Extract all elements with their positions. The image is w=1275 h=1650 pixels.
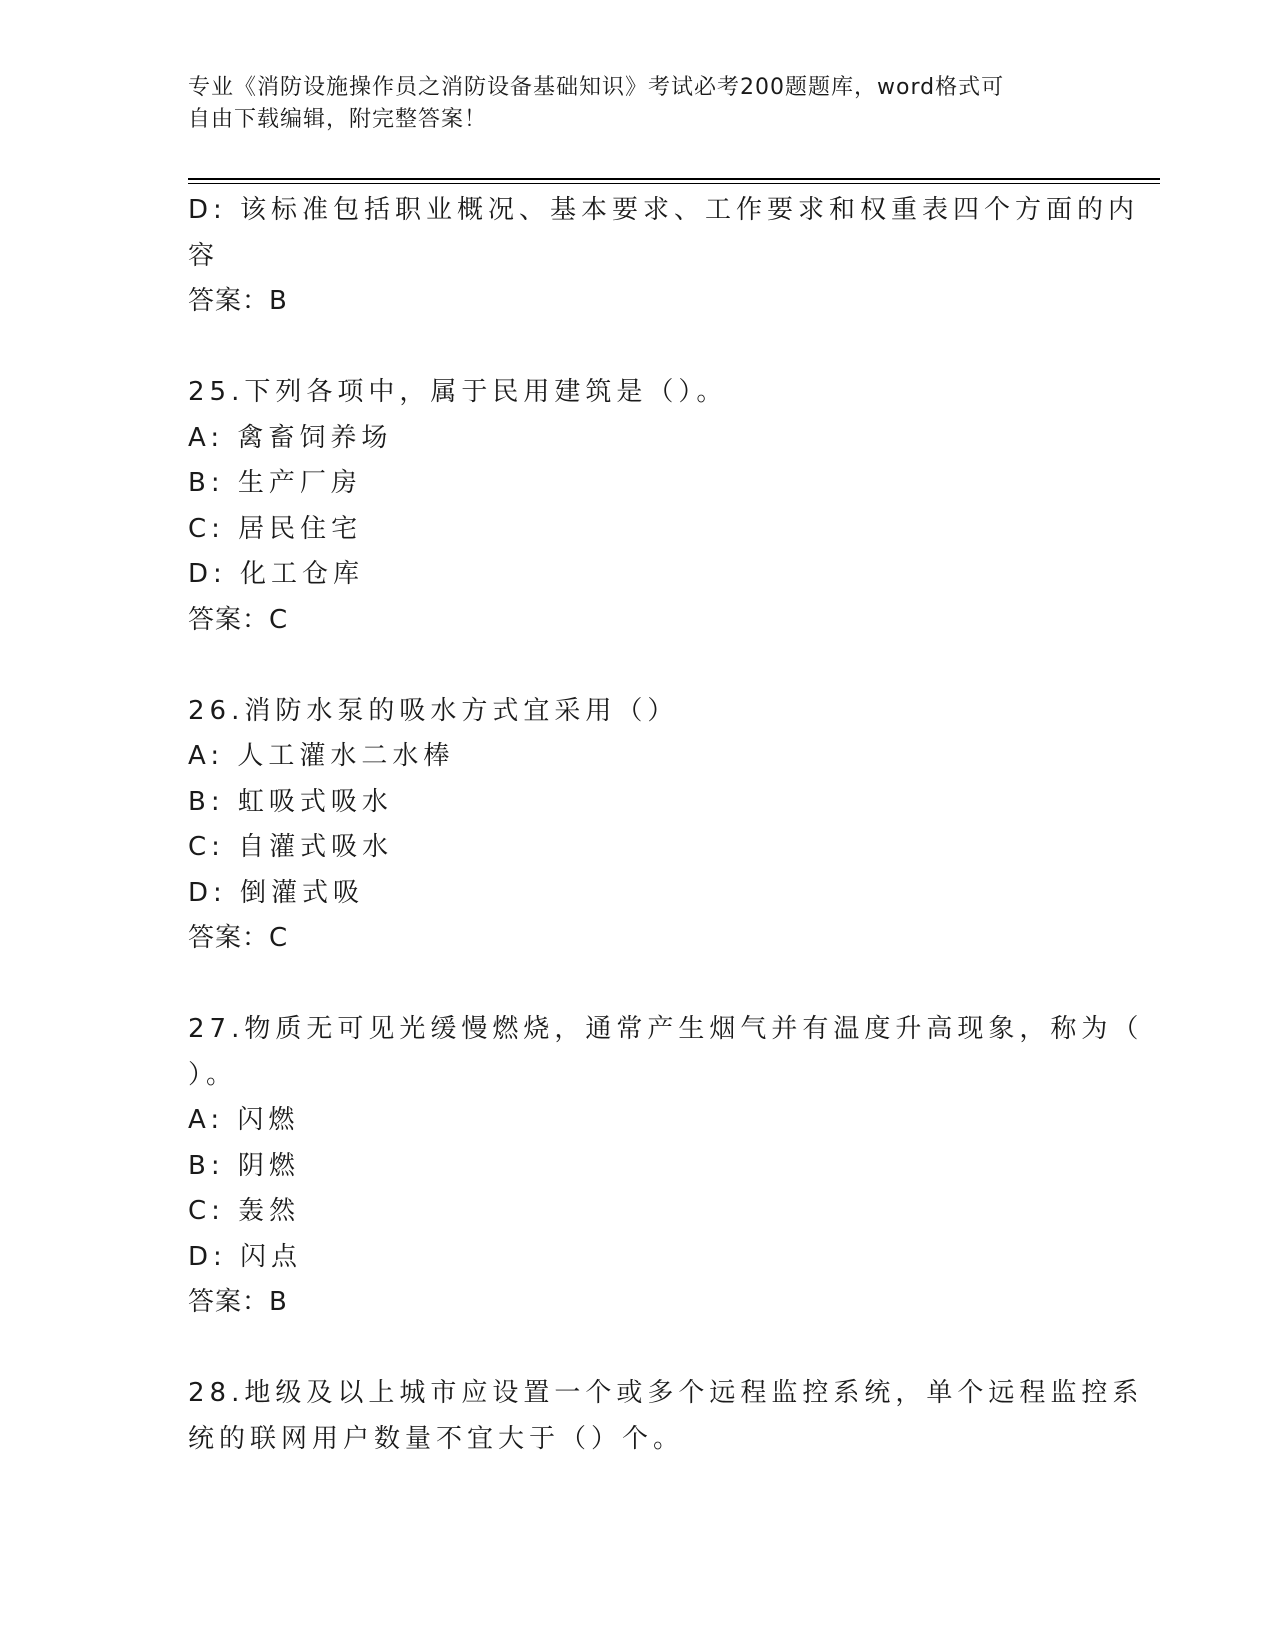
option-a: A: 禽畜饲养场	[188, 422, 393, 453]
question-27	[188, 1007, 1144, 1326]
prev-option-d-line-1: D: 该标准包括职业概况、基本要求、工作要求和权重表四个方面的内	[188, 195, 1140, 225]
question-stem-line-1: 27.物质无可见光缓慢燃烧，通常产生烟气并有温度升高现象，称为（	[188, 1014, 1144, 1044]
option-b: B: 虹吸式吸水	[188, 786, 393, 817]
prev-option-d-line-2: 容	[188, 240, 220, 271]
question-stem-line-2: 统的联网用户数量不宜大于（）个。	[188, 1423, 685, 1454]
prev-answer: 答案：B	[188, 286, 288, 316]
header-line-2: 自由下载编辑，附完整答案！	[188, 107, 488, 132]
spacer	[188, 962, 1088, 1008]
option-b: B: 阴燃	[188, 1150, 300, 1181]
document-body	[188, 188, 1144, 1462]
question-26	[188, 689, 1088, 962]
spacer	[188, 325, 1088, 371]
option-d: D: 化工仓库	[188, 559, 365, 589]
question-stem: 26.消防水泵的吸水方式宜采用（）	[188, 695, 679, 726]
header-divider-thin	[188, 183, 1160, 184]
document-header	[188, 72, 1088, 136]
option-a: A: 闪燃	[188, 1105, 300, 1135]
header-divider-thick	[188, 178, 1160, 180]
option-a: A: 人工灌水二水棒	[188, 741, 455, 771]
option-c: C: 居民住宅	[188, 513, 363, 544]
spacer	[188, 1326, 1088, 1372]
header-line-1: 专业《消防设施操作员之消防设备基础知识》考试必考200题题库，word格式可	[188, 75, 1005, 100]
question-28	[188, 1371, 1144, 1462]
answer: 答案：B	[188, 1287, 288, 1317]
option-b: B: 生产厂房	[188, 468, 362, 498]
option-c: C: 自灌式吸水	[188, 832, 394, 862]
spacer	[188, 643, 1088, 689]
question-stem: 25.下列各项中，属于民用建筑是（）。	[188, 377, 728, 407]
option-d: D: 闪点	[188, 1241, 303, 1272]
question-stem-line-2: ）。	[188, 1059, 238, 1090]
answer: 答案：C	[188, 604, 289, 635]
question-stem-line-1: 28.地级及以上城市应设置一个或多个远程监控系统，单个远程监控系	[188, 1378, 1144, 1408]
answer: 答案：C	[188, 923, 289, 953]
question-25	[188, 370, 1088, 643]
option-d: D: 倒灌式吸	[188, 877, 365, 908]
option-c: C: 轰然	[188, 1196, 301, 1226]
